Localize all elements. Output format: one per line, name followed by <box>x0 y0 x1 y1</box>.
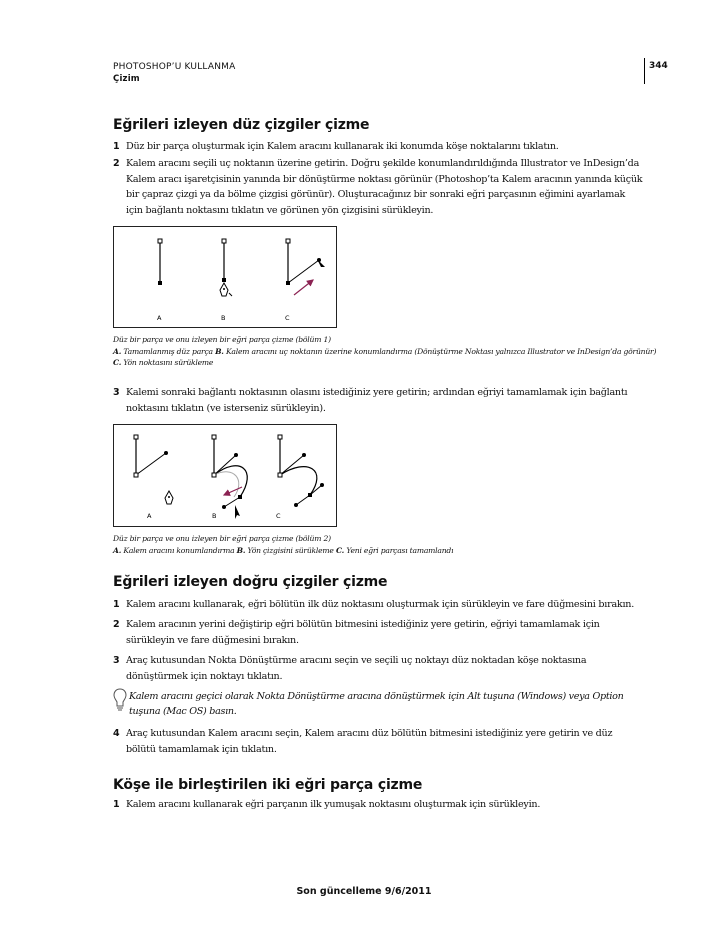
step-number: 2 <box>113 158 120 169</box>
list-item <box>113 617 643 648</box>
figure-label: A <box>157 314 162 322</box>
doc-title: PHOTOSHOP’U KULLANMA <box>113 62 236 72</box>
step-text: Düz bir parça oluşturmak için Kalem aracını kullanarak iki konumda köşe noktalarını tıklatın. <box>126 141 559 152</box>
section-name: Çizim <box>113 74 140 84</box>
panel-a <box>134 435 173 504</box>
running-header <box>113 61 235 85</box>
panel-c <box>278 435 324 507</box>
step-text: Kalem aracını kullanarak, eğri bölütün ilk düz noktasını oluşturmak için sürükleyin ve fare düğmesini bırakın. <box>126 599 635 610</box>
arrow-pointer-icon <box>317 259 325 267</box>
panel-c <box>286 239 325 295</box>
step-number: 1 <box>113 799 120 810</box>
figure-2-illustration <box>114 425 336 526</box>
figure-1-caption <box>113 334 658 369</box>
step-text: Kalemi sonraki bağlantı noktasının olasını istediğiniz yere getirin; ardından eğriyi tamamlamak için bağlantı noktasını tıklatın (ve isterseniz sürükleyin). <box>126 387 628 414</box>
list-item <box>113 156 643 218</box>
section-heading-1: Eğrileri izleyen düz çizgiler çizme <box>113 117 370 133</box>
panel-b <box>212 435 247 519</box>
list-item <box>113 385 643 416</box>
page-number: 344 <box>649 61 668 71</box>
figure-label: B <box>221 314 226 322</box>
page-footer: Son güncelleme 9/6/2011 <box>296 886 432 897</box>
list-item <box>113 139 643 155</box>
step-text: Araç kutusundan Kalem aracını seçin, Kalem aracını düz bölütün bitmesini istediğiniz yere getirin ve düz bölütü tamamlamak için tıklatın. <box>126 728 613 755</box>
list-item <box>113 597 643 613</box>
caption-body: A. Kalem aracını konumlandırma B. Yön çizgisini sürükleme C. Yeni eğri parçası tamamlandı <box>113 545 454 555</box>
step-number: 3 <box>113 655 120 666</box>
section-heading-2: Eğrileri izleyen doğru çizgiler çizme <box>113 574 388 590</box>
list-item <box>113 726 643 757</box>
figure-2-caption <box>113 533 658 556</box>
figure-label: B <box>212 512 217 520</box>
step-text: Kalem aracını seçili uç noktanın üzerine getirin. Doğru şekilde konumlandırıldığında Illustrator ve InDesign’da Kalem aracı işaretçisinin yanında bir dönüştürme noktası görünür (Photoshop’ta Kalem aracının yanında küçük bir çapraz çizgi ya da bölme çizgisi görünür). Oluşturacağınız bir sonraki eğri parçasının eğimini ayarlamak için bağlantı noktasını tıklatın ve görünen yön çizgisini sürükleyin. <box>126 158 643 216</box>
step-text: Kalem aracını kullanarak eğri parçanın ilk yumuşak noktasını oluşturmak için sürükleyin. <box>126 799 541 810</box>
step-text: Araç kutusundan Nokta Dönüştürme aracını seçin ve seçili uç noktayı düz noktadan köşe noktasına dönüştürmek için noktayı tıklatın. <box>126 655 587 682</box>
figure-label: C <box>285 314 290 322</box>
step-number: 1 <box>113 599 120 610</box>
panel-b <box>220 239 232 296</box>
panel-a <box>158 239 162 285</box>
section-heading-3: Köşe ile birleştirilen iki eğri parça çizme <box>113 777 423 793</box>
caption-title: Düz bir parça ve onu izleyen bir eğri parça çizme (bölüm 1) <box>113 335 331 344</box>
step-number: 2 <box>113 619 120 630</box>
list-item <box>113 653 643 684</box>
header-divider <box>644 58 645 84</box>
tip-note: Kalem aracını geçici olarak Nokta Dönüştürme aracına dönüştürmek için Alt tuşuna (Windows) veya Option tuşuna (Mac OS) basın. <box>129 691 624 717</box>
figure-label: A <box>147 512 152 520</box>
list-item <box>113 797 643 813</box>
step-number: 4 <box>113 728 120 739</box>
step-text: Kalem aracının yerini değiştirip eğri bölütün bitmesini istediğiniz yere getirin, eğriyi tamamlamak için sürükleyin ve fare düğmesini bırakın. <box>126 619 600 646</box>
caption-body: A. Tamamlanmış düz parça B. Kalem aracını uç noktanın üzerine konumlandırma (Dönüştürme Noktası yalnızca Illustrator ve InDesign’da görünür) C. Yön noktasını sürükleme <box>113 346 657 367</box>
figure-1-illustration <box>114 227 336 327</box>
caption-title: Düz bir parça ve onu izleyen bir eğri parça çizme (bölüm 2) <box>113 534 331 543</box>
figure-label: C <box>276 512 281 520</box>
step-number: 1 <box>113 141 120 152</box>
arrow-pointer-icon <box>235 505 240 519</box>
figure-1 <box>113 226 337 328</box>
figure-2 <box>113 424 337 527</box>
lightbulb-icon <box>113 688 127 714</box>
step-number: 3 <box>113 387 120 398</box>
